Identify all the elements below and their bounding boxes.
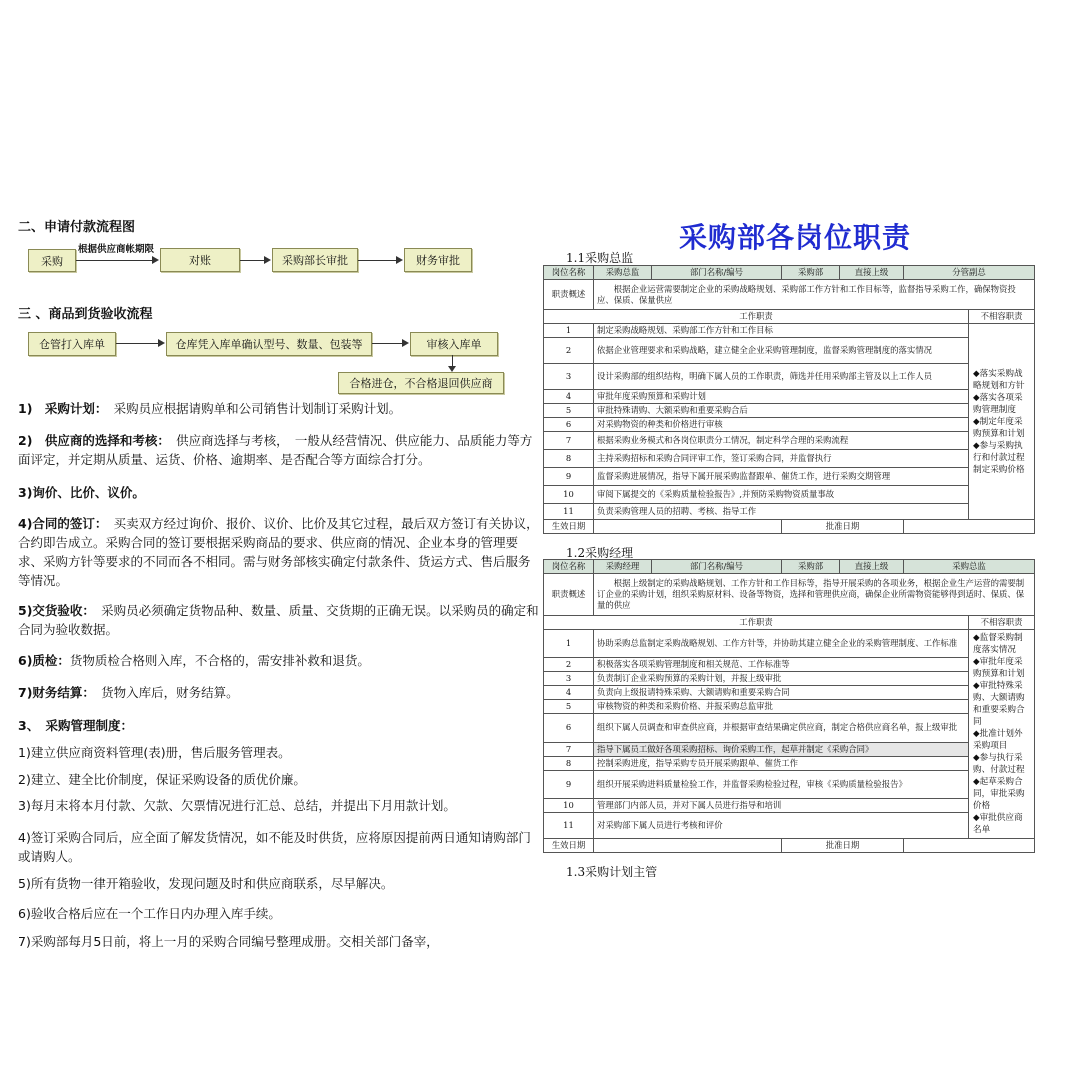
table-row: 6 组织下属人员调查和审查供应商，并根据审查结果确定供应商，制定合格供应商名单，报上级审批 <box>544 714 1035 742</box>
job-table-director <box>543 265 1035 534</box>
incompatible-duties: ◆落实采购战略规划和方针 ◆落实各项采购管理制度 ◆制定年度采购预算和计划 ◆参与采购执行和付款过程 制定采购价格 <box>969 324 1035 520</box>
paragraph-6: 6)质检：货物质检合格则入库，不合格的，需安排补救和退货。 <box>18 653 370 668</box>
table-row: 2 积极落实各项采购管理制度和相关规范、工作标准等 <box>544 658 1035 672</box>
table-row: 11 对采购部下属人员进行考核和评价 <box>544 812 1035 838</box>
table-header-row: 岗位名称 采购总监 部门名称/编号 采购部 直接上级 分管副总 <box>544 266 1035 280</box>
table-header-row: 岗位名称 采购经理 部门名称/编号 采购部 直接上级 采购总监 <box>544 560 1035 574</box>
paragraph-4: 4)合同的签订： 买卖双方经过询价、报价、议价、比价及其它过程，最后双方签订有关协议，合约即告成立。采购合同的签订要根据采购商品的要求、供应商的情况、企业本身的管理要求、采购方针等要求的不同而各不相同。需与财务部核实确定付款条件、货运方式、售后服务等情况。 <box>18 516 539 588</box>
rule-3: 3)每月末将本月付款、欠款、欠票情况进行汇总、总结，并提出下月用款计划。 <box>18 798 456 813</box>
paragraph-1: 1) 采购计划： 采购员应根据请购单和公司销售计划制订采购计划。 <box>18 401 402 416</box>
flow-box-purchase: 采购 <box>28 249 76 272</box>
flow-box-director-approval: 采购部长审批 <box>272 248 358 272</box>
subsection-director: 1.1采购总监 <box>566 251 634 265</box>
table-row: 7 指导下属员工做好各项采购招标、询价采购工作，起草并制定《采购合同》 <box>544 742 1035 756</box>
table-row: 9 监督采购进展情况，指导下属开展采购监督跟单、催货工作，进行采购交期管理 <box>544 468 1035 486</box>
subsection-manager: 1.2采购经理 <box>566 546 634 560</box>
rule-2: 2)建立、建全比价制度，保证采购设备的质优价廉。 <box>18 772 306 787</box>
flow-box-review-entry: 审核入库单 <box>410 332 498 356</box>
table-row: 1 协助采购总监制定采购战略规划、工作方针等，并协助其建立健全企业的采购管理制度、工作标准 ◆监督采购制度落实情况 ◆审批年度采购预算和计划 ◆审批特殊采购、大额请购和重要采购合同 ◆批准计划外采购项目 ◆参与执行采购、付款过程 ◆起草采购合同，审批采购价格 ◆审批供应商名单 <box>544 630 1035 658</box>
job-table-manager <box>543 559 1035 853</box>
paragraph-8: 3、 采购管理制度： <box>18 718 133 733</box>
flow-box-result: 合格进仓，不合格退回供应商 <box>338 372 504 394</box>
duties-header-row: 工作职责 不相容职责 <box>544 616 1035 630</box>
overview-row: 职责概述 根据企业运营需要制定企业的采购战略规划、采购部工作方针和工作目标等，监督指导采购工作，确保物资投应、保质、保量供应 <box>544 280 1035 310</box>
table-row: 7 根据采购业务模式和各岗位职责分工情况，制定科学合理的采购流程 <box>544 432 1035 450</box>
flow-box-finance-approval: 财务审批 <box>404 248 472 272</box>
table-row: 11 负责采购管理人员的招聘、考核、指导工作 <box>544 504 1035 520</box>
rule-4: 4)签订采购合同后，应全面了解发货情况，如不能及时供货，应将原因提前两日通知请购部门或请购人。 <box>18 830 531 864</box>
table-row: 8 主持采购招标和采购合同评审工作，签订采购合同，并监督执行 <box>544 450 1035 468</box>
paragraph-5: 5)交货验收： 采购员必须确定货物品种、数量、质量、交货期的正确无误。以采购员的确定和合同为验收数据。 <box>18 603 539 637</box>
table-row: 6 对采购物资的种类和价格进行审核 <box>544 418 1035 432</box>
flow-box-warehouse-entry: 仓管打入库单 <box>28 332 116 356</box>
rule-6: 6)验收合格后应在一个工作日内办理入库手续。 <box>18 906 281 921</box>
table-row: 4 负责向上级报请特殊采购、大额请购和重要采购合同 <box>544 686 1035 700</box>
paragraph-7: 7)财务结算： 货物入库后，财务结算。 <box>18 685 239 700</box>
flow-note-payment-terms: 根据供应商帐期限 <box>78 244 155 255</box>
overview-row: 职责概述 根据上级制定的采购战略规划、工作方针和工作目标等，指导开展采购的各项业务，根据企业生产运营的需要制订企业的采购计划，组织采购原材料、设备等物资，选择和管理供应商，确保企业所需物资能够得到适时、保质、保量的供应 <box>544 574 1035 616</box>
table-row: 4 审批年度采购预算和采购计划 <box>544 390 1035 404</box>
table-row: 10 管理部门内部人员，并对下属人员进行指导和培训 <box>544 798 1035 812</box>
table-row: 5 审批特殊请购、大额采购和重要采购合后 <box>544 404 1035 418</box>
paragraph-2: 2) 供应商的选择和考核： 供应商选择与考核， 一般从经营情况、供应能力、品质能力等方面评定，并定期从质量、运货、价格、逾期率、是否配合等方面综合打分。 <box>18 433 533 467</box>
table-row: 9 组织开展采购进料质量检验工作，并监督采购检验过程，审核《采购质量检验报告》 <box>544 770 1035 798</box>
table-row: 2 依据企业管理要求和采购战略，建立健全企业采购管理制度，监督采购管理制度的落实情况 <box>544 338 1035 364</box>
rule-7: 7)采购部每月5日前，将上一月的采购合同编号整理成册。交相关部门备宰， <box>18 934 439 949</box>
section-title-payment-flow: 二、申请付款流程图 <box>18 220 136 235</box>
table-row: 5 审核物资的种类和采购价格、并报采购总监审批 <box>544 700 1035 714</box>
table-row: 10 审阅下属提交的《采购质量检验报告》,并预防采购物资质量事故 <box>544 486 1035 504</box>
rule-5: 5)所有货物一律开箱验收，发现问题及时和供应商联系，尽早解决。 <box>18 876 394 891</box>
section-title-acceptance-flow: 三 、商品到货验收流程 <box>18 307 153 322</box>
rule-1: 1)建立供应商资料管理(表)册，售后服务管理表。 <box>18 745 291 760</box>
paragraph-3: 3)询价、比价、议价。 <box>18 485 145 500</box>
table-footer-row: 生效日期 批准日期 <box>544 520 1035 534</box>
table-row: 1 制定采购战略规划、采购部工作方针和工作目标 ◆落实采购战略规划和方针 ◆落实各项采购管理制度 ◆制定年度采购预算和计划 ◆参与采购执行和付款过程 制定采购价格 <box>544 324 1035 338</box>
table-footer-row: 生效日期 批准日期 <box>544 839 1035 853</box>
subsection-plan-supervisor: 1.3采购计划主管 <box>566 865 658 879</box>
table-row: 3 负责制订企业采购预算的采购计划，并报上级审批 <box>544 672 1035 686</box>
table-row: 3 设计采购部的组织结构，明确下属人员的工作职责，筛选并任用采购部主管及以上工作人员 <box>544 364 1035 390</box>
page-title: 采购部各岗位职责 <box>678 221 911 254</box>
flow-box-confirm-model: 仓库凭入库单确认型号、数量、包装等 <box>166 332 372 356</box>
incompatible-duties: ◆监督采购制度落实情况 ◆审批年度采购预算和计划 ◆审批特殊采购、大额请购和重要采购合同 ◆批准计划外采购项目 ◆参与执行采购、付款过程 ◆起草采购合同，审批采购价格 ◆审批供应商名单 <box>969 630 1035 839</box>
flow-box-reconcile: 对账 <box>160 248 240 272</box>
duties-header-row: 工作职责 不相容职责 <box>544 310 1035 324</box>
table-row: 8 控制采购进度，指导采购专员开展采购跟单、催货工作 <box>544 756 1035 770</box>
